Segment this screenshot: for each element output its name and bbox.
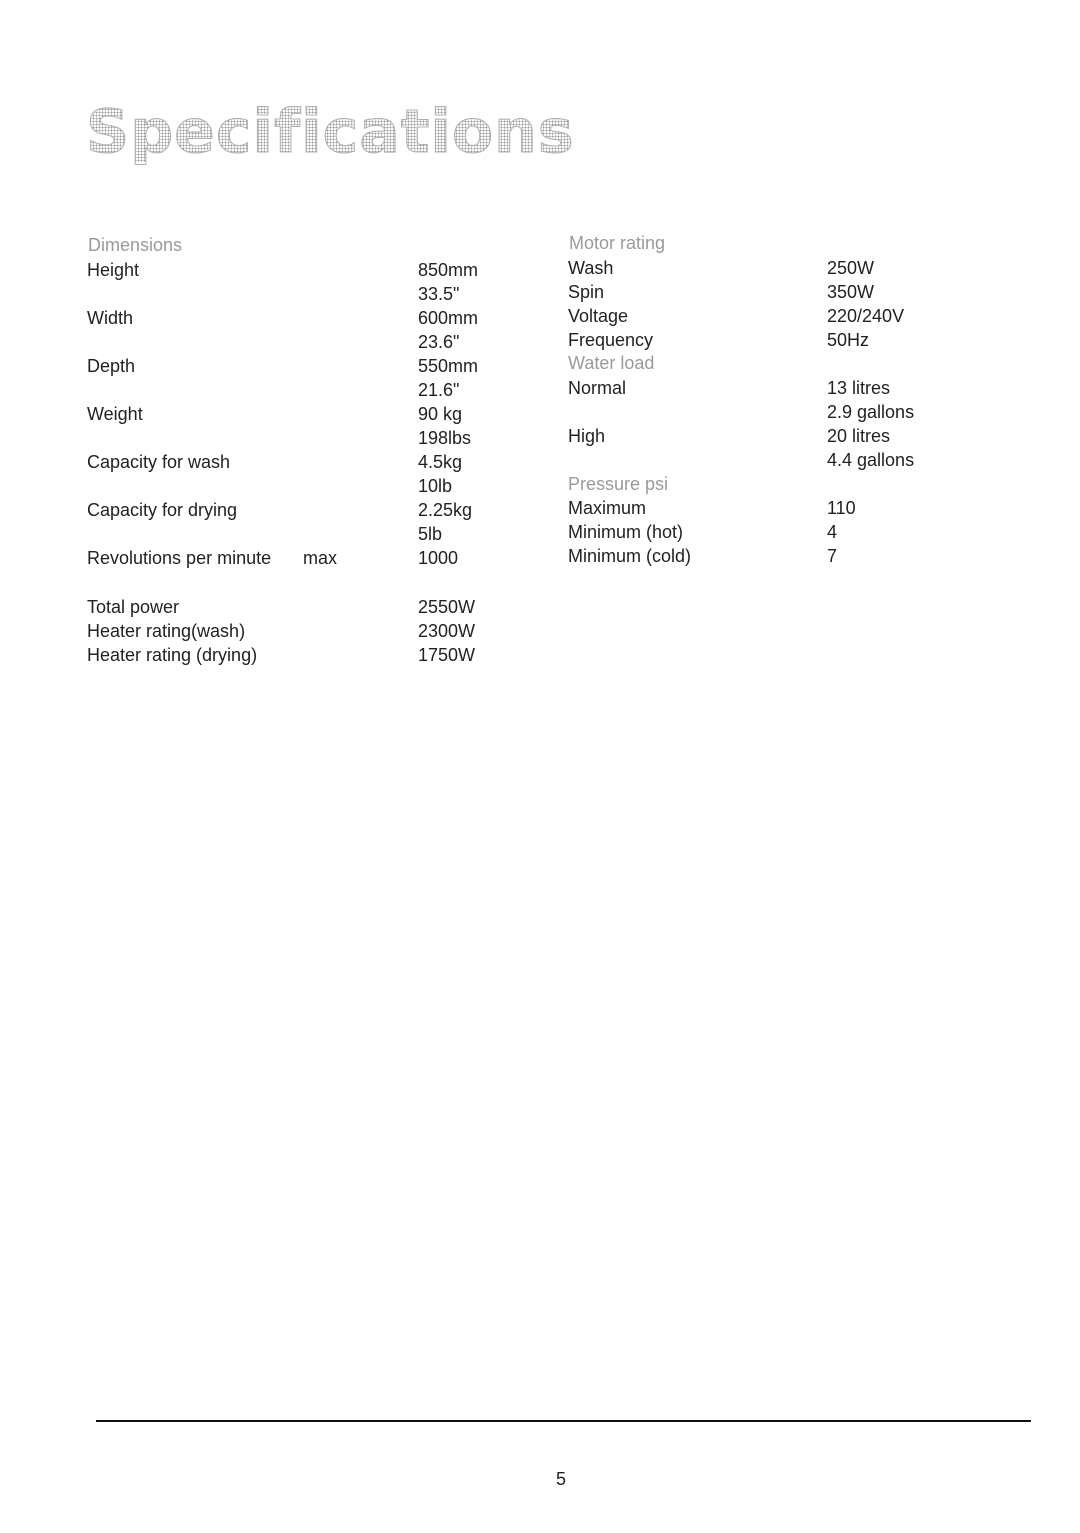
weight-kg-value: 90 kg [418, 404, 463, 424]
capacity-wash-lb-value: 10lb [418, 476, 453, 496]
water-normal-litres-value: 13 litres [827, 378, 891, 398]
motor-spin-value: 350W [827, 282, 875, 302]
page-number: 5 [556, 1469, 567, 1489]
voltage-label: Voltage [568, 306, 629, 326]
width-mm-value: 600mm [418, 308, 479, 328]
capacity-wash-kg-value: 4.5kg [418, 452, 463, 472]
pressure-min-hot-label: Minimum (hot) [568, 522, 684, 542]
width-label: Width [87, 308, 134, 328]
depth-mm-value: 550mm [418, 356, 479, 376]
water-normal-gallons-value: 2.9 gallons [827, 402, 915, 422]
rpm-value: 1000 [418, 548, 459, 568]
depth-label: Depth [87, 356, 136, 376]
pressure-maximum-label: Maximum [568, 498, 647, 518]
water-high-litres-value: 20 litres [827, 426, 891, 446]
dimensions-heading: Dimensions [88, 235, 183, 255]
frequency-label: Frequency [568, 330, 654, 350]
motor-wash-label: Wash [568, 258, 614, 278]
pressure-heading: Pressure psi [568, 474, 669, 494]
pressure-min-hot-value: 4 [827, 522, 838, 542]
capacity-drying-lb-value: 5lb [418, 524, 443, 544]
width-in-value: 23.6" [418, 332, 460, 352]
frequency-value: 50Hz [827, 330, 870, 350]
motor-spin-label: Spin [568, 282, 605, 302]
capacity-drying-kg-value: 2.25kg [418, 500, 473, 520]
water-high-label: High [568, 426, 606, 446]
footer-divider [96, 1420, 1031, 1422]
pressure-min-cold-value: 7 [827, 546, 838, 566]
pressure-min-cold-label: Minimum (cold) [568, 546, 692, 566]
total-power-value: 2550W [418, 597, 476, 617]
capacity-wash-label: Capacity for wash [87, 452, 231, 472]
page-title: Specifications [86, 97, 575, 167]
height-in-value: 33.5" [418, 284, 460, 304]
heater-wash-value: 2300W [418, 621, 476, 641]
depth-in-value: 21.6" [418, 380, 460, 400]
capacity-drying-label: Capacity for drying [87, 500, 238, 520]
rpm-label: Revolutions per minute [87, 548, 272, 568]
height-mm-value: 850mm [418, 260, 479, 280]
heater-drying-value: 1750W [418, 645, 476, 665]
total-power-label: Total power [87, 597, 180, 617]
water-load-heading: Water load [568, 353, 655, 373]
pressure-maximum-value: 110 [827, 498, 856, 518]
heater-drying-label: Heater rating (drying) [87, 645, 258, 665]
weight-lbs-value: 198lbs [418, 428, 472, 448]
rpm-max-label: max [303, 548, 338, 568]
heater-wash-label: Heater rating(wash) [87, 621, 246, 641]
water-high-gallons-value: 4.4 gallons [827, 450, 915, 470]
weight-label: Weight [87, 404, 143, 424]
motor-wash-value: 250W [827, 258, 875, 278]
motor-rating-heading: Motor rating [569, 233, 666, 253]
voltage-value: 220/240V [827, 306, 905, 326]
height-label: Height [87, 260, 140, 280]
water-normal-label: Normal [568, 378, 627, 398]
